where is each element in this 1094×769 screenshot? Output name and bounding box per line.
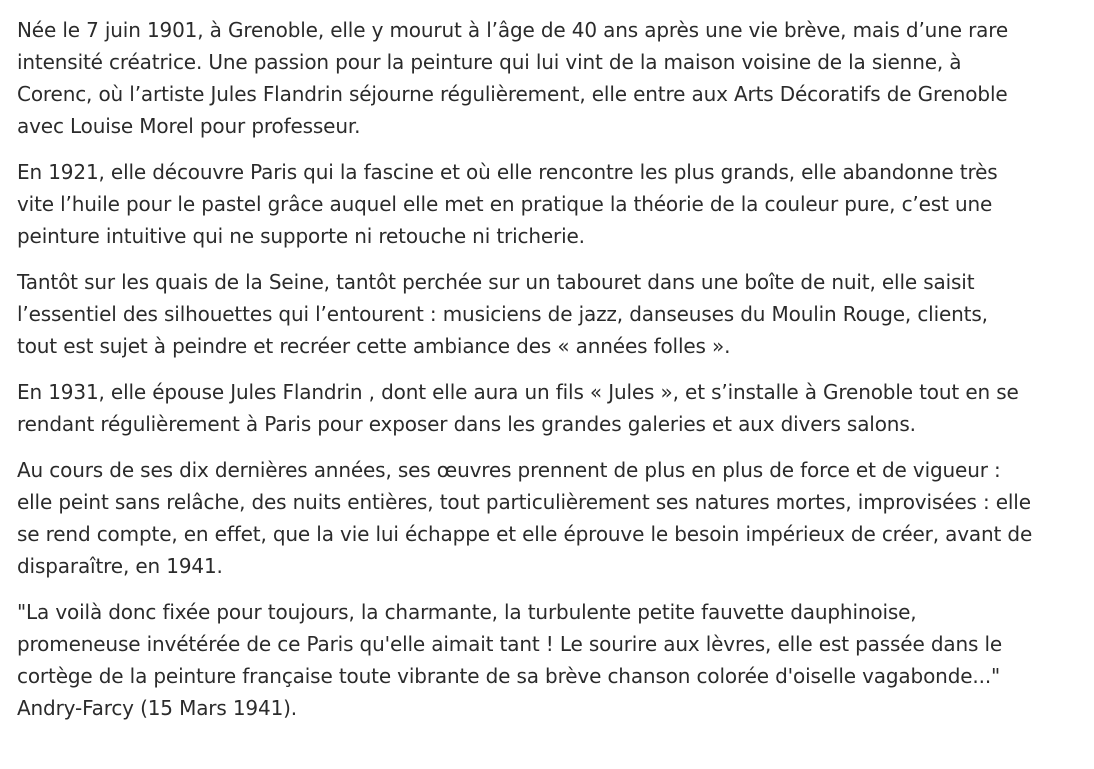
text-line: elle peint sans relâche, des nuits entières, tout particulièrement ses natures mortes, improvisées : elle bbox=[17, 490, 1031, 514]
text-line: cortège de la peinture française toute vibrante de sa brève chanson colorée d'oiselle vagabonde..." bbox=[17, 664, 1001, 688]
text-line: rendant régulièrement à Paris pour exposer dans les grandes galeries et aux divers salons. bbox=[17, 412, 916, 436]
paragraph-quote bbox=[17, 596, 1094, 724]
text-line: promeneuse invétérée de ce Paris qu'elle aimait tant ! Le sourire aux lèvres, elle est passée dans le bbox=[17, 632, 1003, 656]
paragraph-last-years bbox=[17, 454, 1094, 582]
quote-attribution: Andry-Farcy (15 Mars 1941). bbox=[17, 696, 298, 720]
text-line: tout est sujet à peindre et recréer cette ambiance des « années folles ». bbox=[17, 334, 731, 358]
text-line: peinture intuitive qui ne supporte ni retouche ni tricherie. bbox=[17, 224, 585, 248]
paragraph-birth bbox=[17, 14, 1094, 142]
text-line: Corenc, où l’artiste Jules Flandrin séjourne régulièrement, elle entre aux Arts Décoratifs de Grenoble bbox=[17, 82, 1008, 106]
text-line: se rend compte, en effet, que la vie lui échappe et elle éprouve le besoin impérieux de créer, avant de bbox=[17, 522, 1033, 546]
text-line: vite l’huile pour le pastel grâce auquel elle met en pratique la théorie de la couleur pure, c’est une bbox=[17, 192, 993, 216]
text-line: l’essentiel des silhouettes qui l’entourent : musiciens de jazz, danseuses du Moulin Rouge, clients, bbox=[17, 302, 988, 326]
paragraph-silhouettes bbox=[17, 266, 1094, 362]
text-line: avec Louise Morel pour professeur. bbox=[17, 114, 361, 138]
text-line: disparaître, en 1941. bbox=[17, 554, 223, 578]
text-line: Née le 7 juin 1901, à Grenoble, elle y mourut à l’âge de 40 ans après une vie brève, mais d’une rare bbox=[17, 18, 1009, 42]
text-line: "La voilà donc fixée pour toujours, la charmante, la turbulente petite fauvette dauphinoise, bbox=[17, 600, 917, 624]
paragraph-marriage-1931 bbox=[17, 376, 1094, 440]
text-line: Tantôt sur les quais de la Seine, tantôt perchée sur un tabouret dans une boîte de nuit, elle saisit bbox=[17, 270, 975, 294]
article-body bbox=[17, 14, 1094, 738]
text-line: intensité créatrice. Une passion pour la peinture qui lui vint de la maison voisine de la sienne, à bbox=[17, 50, 962, 74]
text-line: En 1931, elle épouse Jules Flandrin , dont elle aura un fils « Jules », et s’installe à Grenoble tout en se bbox=[17, 380, 1019, 404]
text-line: Au cours de ses dix dernières années, ses œuvres prennent de plus en plus de force et de vigueur : bbox=[17, 458, 1001, 482]
paragraph-paris-1921 bbox=[17, 156, 1094, 252]
text-line: En 1921, elle découvre Paris qui la fascine et où elle rencontre les plus grands, elle abandonne très bbox=[17, 160, 998, 184]
